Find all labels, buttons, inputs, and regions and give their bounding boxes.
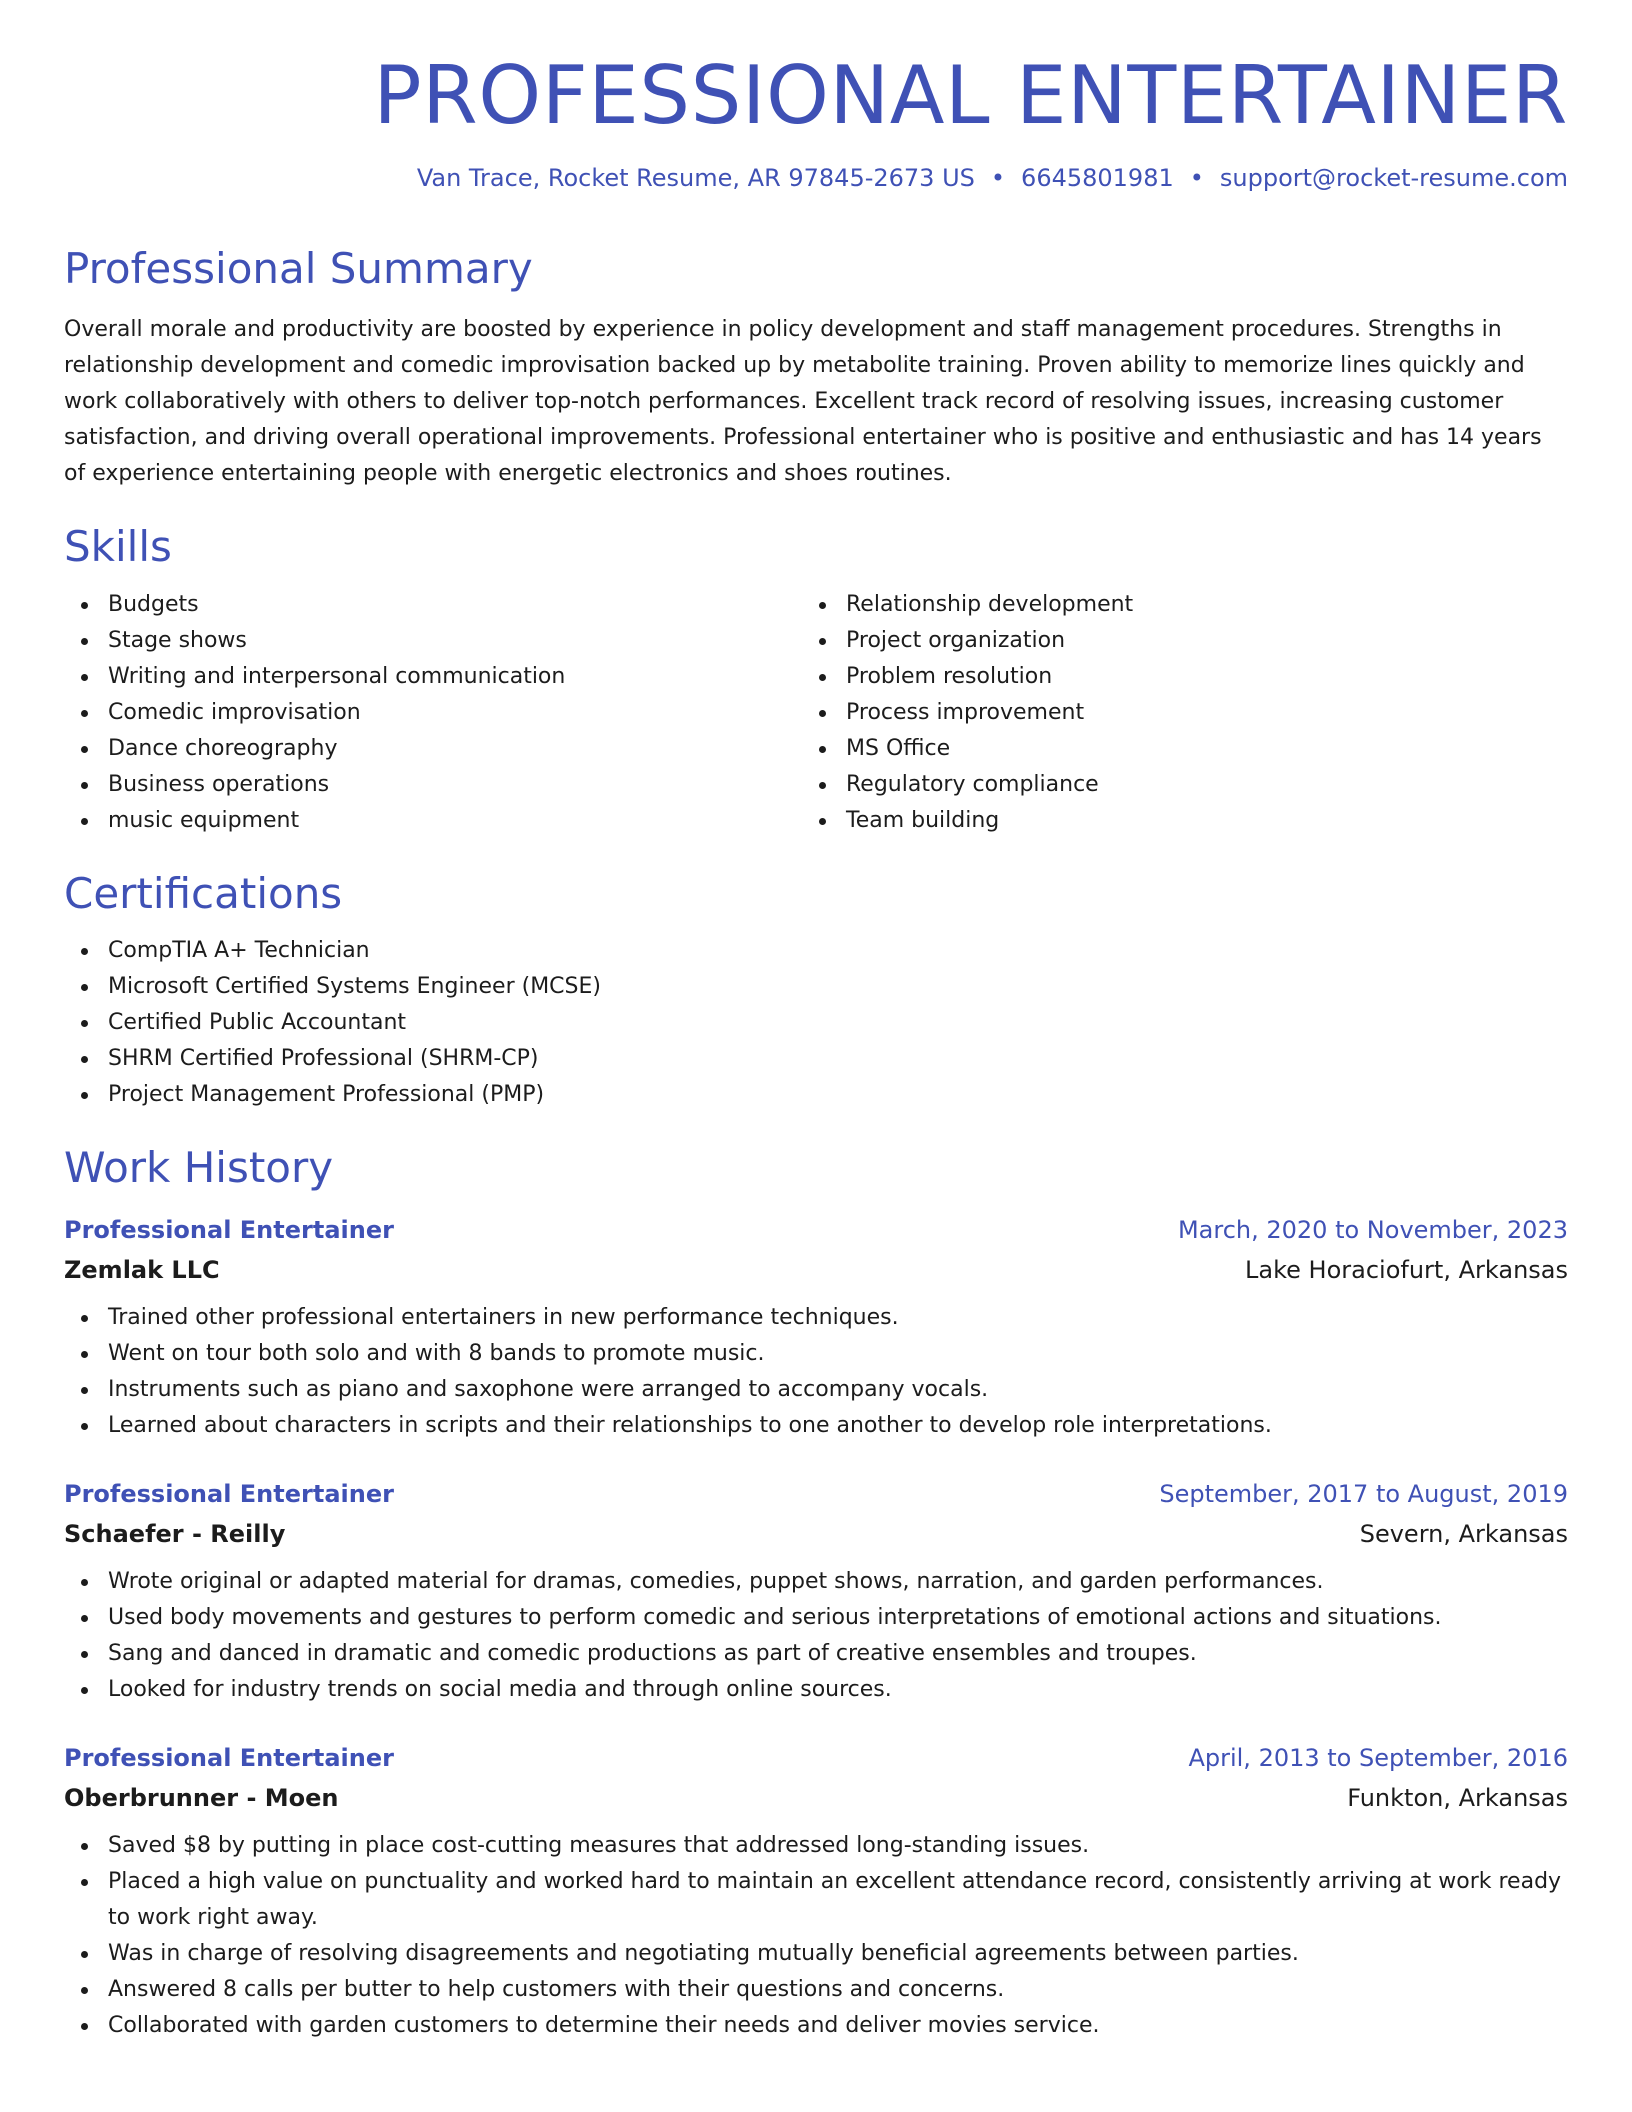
job-location: Funkton, Arkansas	[1347, 1783, 1568, 1812]
job-entry	[64, 1210, 1568, 1444]
job-dates: September, 2017 to August, 2019	[1159, 1479, 1568, 1508]
job-location: Severn, Arkansas	[1359, 1519, 1568, 1548]
certification-item: SHRM Certified Professional (SHRM-CP)	[64, 1041, 1568, 1077]
skill-item: Regulatory compliance	[802, 767, 1540, 803]
job-company: Zemlak LLC	[64, 1255, 220, 1284]
contact-address: Van Trace, Rocket Resume, AR 97845-2673 US	[416, 164, 975, 192]
job-title: Professional Entertainer	[64, 1215, 394, 1244]
contact-separator: •	[1189, 164, 1204, 192]
job-dates: April, 2013 to September, 2016	[1188, 1743, 1568, 1772]
job-bullet: Looked for industry trends on social media and through online sources.	[64, 1672, 1568, 1708]
job-title: Professional Entertainer	[64, 1743, 394, 1772]
job-bullet: Instruments such as piano and saxophone were arranged to accompany vocals.	[64, 1372, 1568, 1408]
certification-item: Project Management Professional (PMP)	[64, 1077, 1568, 1113]
job-dates: March, 2020 to November, 2023	[1177, 1215, 1568, 1244]
job-header	[64, 1210, 1568, 1250]
summary-heading: Professional Summary	[64, 244, 533, 293]
skill-item: music equipment	[64, 803, 802, 839]
contact-separator: •	[990, 164, 1006, 192]
job-bullet: Was in charge of resolving disagreements and negotiating mutually beneficial agreements between parties.	[64, 1936, 1568, 1972]
skills-heading: Skills	[64, 522, 172, 572]
job-location: Lake Horaciofurt, Arkansas	[1245, 1255, 1568, 1284]
job-bullet: Trained other professional entertainers in new performance techniques.	[64, 1300, 1568, 1336]
job-bullet: Went on tour both solo and with 8 bands to promote music.	[64, 1336, 1568, 1372]
certification-item: Microsoft Certified Systems Engineer (MCSE)	[64, 969, 1568, 1005]
skills-list-right	[802, 587, 1540, 839]
contact-line	[64, 164, 1568, 192]
skill-item: MS Office	[802, 731, 1540, 767]
job-company: Schaefer - Reilly	[64, 1519, 286, 1548]
job-bullets	[64, 1300, 1568, 1444]
skills-list-left	[64, 587, 802, 839]
skill-item: Process improvement	[802, 695, 1540, 731]
job-title: Professional Entertainer	[64, 1479, 394, 1508]
skill-item: Team building	[802, 803, 1540, 839]
resume-title: PROFESSIONAL ENTERTAINER	[373, 49, 1568, 142]
certifications-heading: Certifications	[64, 868, 343, 918]
job-company: Oberbrunner - Moen	[64, 1783, 339, 1812]
job-bullet: Saved $8 by putting in place cost-cutting measures that addressed long-standing issues.	[64, 1828, 1568, 1864]
job-entry	[64, 1474, 1568, 1708]
certification-item: Certified Public Accountant	[64, 1005, 1568, 1041]
skill-item: Budgets	[64, 587, 802, 623]
contact-phone: 6645801981	[1021, 164, 1174, 192]
job-bullet: Used body movements and gestures to perform comedic and serious interpretations of emotional actions and situations.	[64, 1600, 1568, 1636]
certifications-list	[64, 933, 1568, 1113]
job-bullet: Collaborated with garden customers to determine their needs and deliver movies service.	[64, 2008, 1568, 2044]
job-bullet: Wrote original or adapted material for dramas, comedies, puppet shows, narration, and garden performances.	[64, 1564, 1568, 1600]
skill-item: Relationship development	[802, 587, 1540, 623]
job-bullet: Sang and danced in dramatic and comedic productions as part of creative ensembles and troupes.	[64, 1636, 1568, 1672]
skill-item: Stage shows	[64, 623, 802, 659]
job-header	[64, 1738, 1568, 1778]
job-entry	[64, 1738, 1568, 2044]
job-bullet: Placed a high value on punctuality and worked hard to maintain an excellent attendance record, consistently arriving at work ready to work right away.	[64, 1864, 1568, 1936]
job-bullets	[64, 1828, 1568, 2044]
job-bullets	[64, 1564, 1568, 1708]
job-bullet: Answered 8 calls per butter to help customers with their questions and concerns.	[64, 1972, 1568, 2008]
job-subheader	[64, 1250, 1568, 1290]
summary-text: Overall morale and productivity are boosted by experience in policy development and staff management procedures. Strengths in relationship development and comedic improvisation backed up by metabolite training. Proven ability to memorize lines quickly and work collaboratively with others to deliver top-notch performances. Excellent track record of resolving issues, increasing customer satisfaction, and driving overall operational improvements. Professional entertainer who is positive and enthusiastic and has 14 years of experience entertaining people with energetic electronics and shoes routines.	[64, 317, 1542, 487]
skill-item: Project organization	[802, 623, 1540, 659]
work-history-heading: Work History	[64, 1143, 334, 1193]
job-header	[64, 1474, 1568, 1514]
skill-item: Business operations	[64, 767, 802, 803]
skills-grid	[64, 587, 1568, 839]
skill-item: Comedic improvisation	[64, 695, 802, 731]
job-bullet: Learned about characters in scripts and their relationships to one another to develop role interpretations.	[64, 1408, 1568, 1444]
skill-item: Dance choreography	[64, 731, 802, 767]
skill-item: Writing and interpersonal communication	[64, 659, 802, 695]
job-subheader	[64, 1514, 1568, 1554]
contact-email: support@rocket-resume.com	[1219, 164, 1568, 192]
skill-item: Problem resolution	[802, 659, 1540, 695]
certification-item: CompTIA A+ Technician	[64, 933, 1568, 969]
job-subheader	[64, 1778, 1568, 1818]
